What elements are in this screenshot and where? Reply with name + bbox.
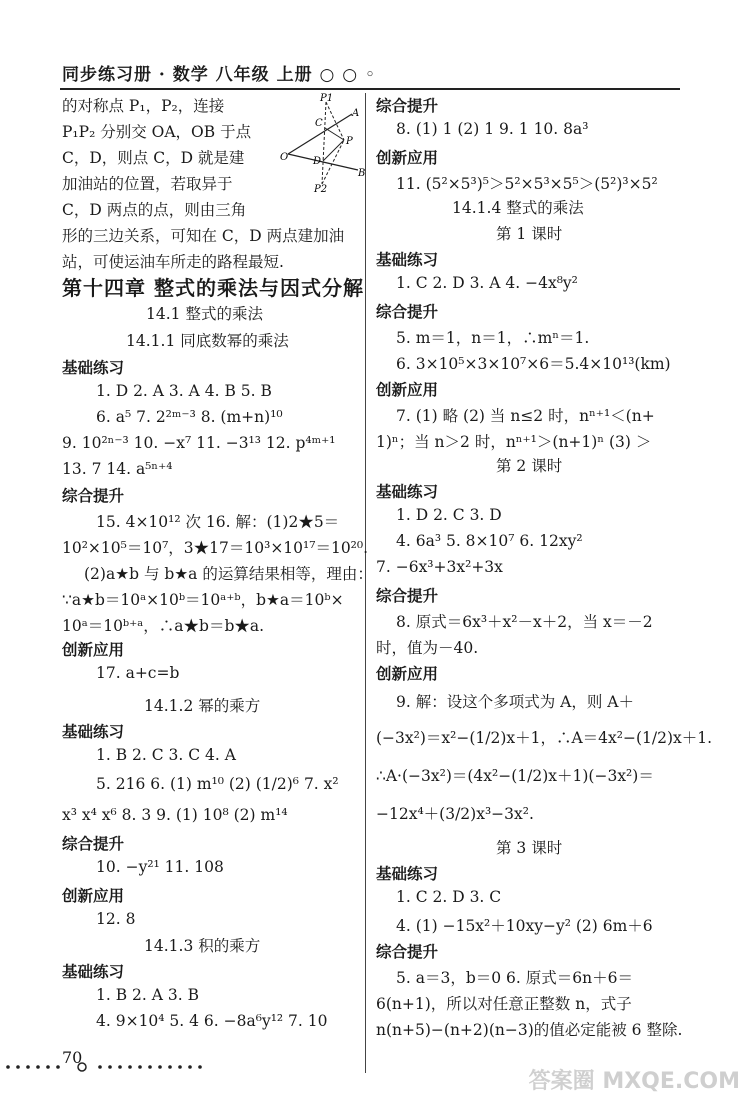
answer-line: 5. a＝3，b＝0 6. 原式＝6n＋6＝ (396, 969, 633, 987)
heading-comprehensive-r1: 综合提升 (376, 97, 439, 115)
page-header: 同步练习册 · 数学 八年级 上册 ○ ○ ◦ (62, 65, 377, 85)
heading-comprehensive-r2: 综合提升 (376, 303, 439, 321)
segment-p1p2 (322, 102, 326, 184)
answer-line: 8. (1) 1 (2) 1 9. 1 10. 8a³ (396, 120, 589, 138)
answer-line: 6. a⁵ 7. 2²ᵐ⁻³ 8. (m+n)¹⁰ (96, 408, 283, 426)
label-p1: P1 (320, 93, 334, 104)
header-rule (60, 88, 680, 90)
answer-line: ∴A·(−3x²)＝(4x²−(1/2)x＋1)(−3x²)＝ (376, 767, 654, 785)
heading-comprehensive-r3: 综合提升 (376, 587, 439, 605)
heading-basic-r3: 基础练习 (376, 865, 439, 883)
section-14-1-4: 14.1.4 整式的乘法 (452, 199, 584, 217)
answer-line: 4. 9×10⁴ 5. 4 6. −8a⁶y¹² 7. 10 (96, 1012, 328, 1030)
answer-line: 时，值为－40. (376, 639, 479, 657)
answer-line: 1. B 2. A 3. B (96, 986, 199, 1004)
section-14-1-3: 14.1.3 积的乘方 (144, 937, 261, 955)
heading-basic-2: 基础练习 (62, 723, 125, 741)
answer-line: 1. C 2. D 3. C (396, 888, 502, 906)
heading-basic-3: 基础练习 (62, 963, 125, 981)
answer-line: 7. −6x³+3x²+3x (376, 558, 503, 576)
heading-innovative-2: 创新应用 (62, 887, 125, 905)
intro-line-7: 站，可使运油车所走的路程最短. (62, 253, 284, 271)
heading-innovative-r3: 创新应用 (376, 665, 439, 683)
intro-line-6: 形的三边关系，可知在 C，D 两点建加油 (62, 227, 345, 245)
answer-line: 1. B 2. C 3. C 4. A (96, 746, 236, 764)
answer-line: 13. 7 14. a⁵ⁿ⁺⁴ (62, 460, 173, 478)
answer-line: 15. 4×10¹² 次 16. 解：(1)2★5＝ (96, 513, 340, 531)
intro-line-3: C，D，则点 C，D 就是建 (62, 149, 245, 167)
answer-line: ∵a★b＝10ᵃ×10ᵇ＝10ᵃ⁺ᵇ，b★a＝10ᵇ× (62, 591, 344, 609)
answer-line: 6(n+1)，所以对任意正整数 n，式子 (376, 995, 632, 1013)
label-a: A (352, 108, 360, 119)
answer-line: 5. 216 6. (1) m¹⁰ (2) (1/2)⁶ 7. x² (96, 775, 339, 793)
label-c: C (315, 118, 323, 129)
section-14-1: 14.1 整式的乘法 (146, 305, 263, 323)
answer-line: n(n+5)−(n+2)(n−3)的值必定能被 6 整除. (376, 1021, 683, 1039)
intro-line-1: 的对称点 P₁，P₂，连接 (62, 97, 225, 115)
answer-line: 7. (1) 略 (2) 当 n≤2 时，nⁿ⁺¹＜(n+ (396, 407, 655, 425)
lesson-2-title: 第 2 课时 (496, 457, 563, 475)
label-b: B (358, 168, 366, 179)
chapter-title: 第十四章 整式的乘法与因式分解 (62, 276, 364, 300)
footer-dots (0, 1062, 210, 1072)
label-p: P (346, 136, 353, 147)
answer-line: 1)ⁿ；当 n＞2 时，nⁿ⁺¹＞(n+1)ⁿ (3) ＞ (376, 433, 652, 451)
label-p2: P2 (314, 184, 328, 192)
answer-line: (−3x²)＝x²−(1/2)x＋1，∴A＝4x²−(1/2)x＋1. (376, 729, 713, 747)
heading-basic-r1: 基础练习 (376, 251, 439, 269)
answer-line: x³ x⁴ x⁶ 8. 3 9. (1) 10⁸ (2) m¹⁴ (62, 806, 288, 824)
label-d: D (313, 156, 322, 167)
answer-line: −12x⁴＋(3/2)x³−3x². (376, 805, 534, 823)
heading-innovative-r2: 创新应用 (376, 381, 439, 399)
heading-basic-r2: 基础练习 (376, 483, 439, 501)
answer-line: 10ᵃ＝10ᵇ⁺ᵃ，∴a★b＝b★a. (62, 617, 265, 635)
heading-innovative-1: 创新应用 (62, 641, 125, 659)
answer-line: 5. m＝1，n＝1，∴mⁿ＝1. (396, 329, 590, 347)
heading-comprehensive-r4: 综合提升 (376, 943, 439, 961)
answer-line: 17. a+c=b (96, 664, 180, 682)
intro-line-2: P₁P₂ 分别交 OA，OB 于点 (62, 123, 252, 141)
lesson-3-title: 第 3 课时 (496, 839, 563, 857)
answer-line: 9. 10²ⁿ⁻³ 10. −x⁷ 11. −3¹³ 12. p⁴ᵐ⁺¹ (62, 434, 336, 452)
section-14-1-1: 14.1.1 同底数幂的乘法 (126, 332, 289, 350)
answer-line: 8. 原式＝6x³＋x²－x＋2，当 x＝－2 (396, 613, 653, 631)
watermark: 答案圈 MXQE.COM (528, 1069, 740, 1094)
heading-innovative-r1: 创新应用 (376, 149, 439, 167)
answer-line: 12. 8 (96, 910, 136, 928)
answer-line: 1. D 2. A 3. A 4. B 5. B (96, 382, 272, 400)
answer-line: 10. −y²¹ 11. 108 (96, 858, 224, 876)
label-o: O (280, 152, 289, 163)
heading-comprehensive-2: 综合提升 (62, 835, 125, 853)
heading-comprehensive-1: 综合提升 (62, 487, 125, 505)
answer-line: 4. (1) −15x²＋10xy−y² (2) 6m＋6 (396, 917, 653, 935)
answer-line: 1. C 2. D 3. A 4. −4x⁸y² (396, 274, 578, 292)
intro-line-5: C，D 两点的点，则由三角 (62, 201, 247, 219)
answer-line: (2)a★b 与 b★a 的运算结果相等，理由： (84, 565, 373, 583)
page-number: 70 (62, 1048, 83, 1067)
answer-line: 6. 3×10⁵×3×10⁷×6＝5.4×10¹³(km) (396, 355, 671, 373)
segment-dp (323, 140, 344, 161)
lesson-1-title: 第 1 课时 (496, 225, 563, 243)
answer-line: 4. 6a³ 5. 8×10⁷ 6. 12xy² (396, 532, 583, 550)
answer-line: 1. D 2. C 3. D (396, 506, 502, 524)
section-14-1-2: 14.1.2 幂的乘方 (144, 697, 261, 715)
answer-line: 9. 解：设这个多项式为 A，则 A＋ (396, 693, 634, 711)
answer-line: 10²×10⁵＝10⁷，3★17＝10³×10¹⁷＝10²⁰. (62, 539, 369, 557)
heading-basic-1: 基础练习 (62, 359, 125, 377)
answer-line: 11. (5²×5³)⁵＞5²×5³×5⁵＞(5²)³×5² (396, 175, 658, 193)
intro-line-4: 加油站的位置，若取异于 (62, 175, 233, 193)
reflection-figure (280, 92, 370, 192)
